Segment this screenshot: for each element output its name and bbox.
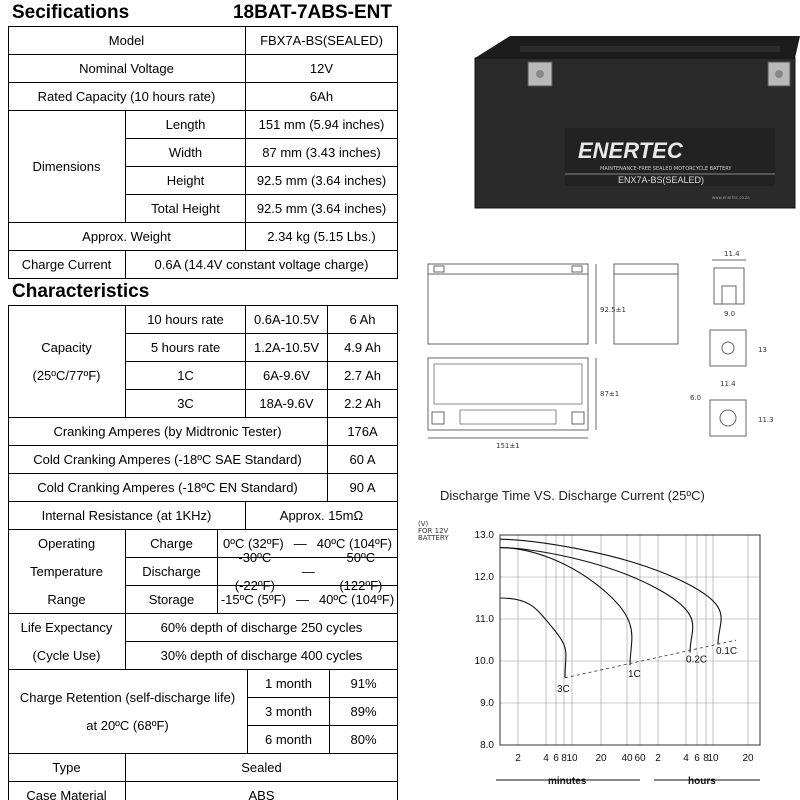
dim-11-4-bottom: 11.4 <box>720 380 736 388</box>
range-cell: 0.6A-10.5V <box>246 306 328 334</box>
capacity-result: 2.2 Ah <box>328 390 398 418</box>
top-view-label <box>460 410 556 424</box>
cca-sae-value: 60 A <box>328 446 398 474</box>
series-label: 0.1C <box>716 646 738 658</box>
case-label: Case Material <box>8 782 126 800</box>
capacity-label: Rated Capacity (10 hours rate) <box>8 83 246 111</box>
chart-title: Discharge Time VS. Discharge Current (25ºC) <box>440 488 705 503</box>
voltage-label: Nominal Voltage <box>8 55 246 83</box>
dim-length: 151±1 <box>496 442 520 450</box>
x-section-hours: hours <box>688 776 716 787</box>
y-label-line-3: BATTERY <box>418 534 449 542</box>
height-label: Height <box>126 167 246 195</box>
x-tick-label: 10 <box>566 753 578 764</box>
y-tick-label: 10.0 <box>474 656 494 667</box>
capacity-cell <box>8 306 126 418</box>
type-value: Sealed <box>126 754 398 782</box>
op-label-1: Operating <box>37 535 96 551</box>
type-label: Type <box>8 754 126 782</box>
operating-temp-cell <box>8 530 126 614</box>
y-tick-label: 11.0 <box>475 614 494 625</box>
op-dash: — <box>295 591 309 607</box>
life-label-2: (Cycle Use) <box>32 647 101 663</box>
x-section-minutes: minutes <box>548 776 587 787</box>
product-site: www.enertec.co.za <box>712 195 750 200</box>
op-low: -15ºC (5ºF) <box>220 591 286 607</box>
capacity-result: 6 Ah <box>328 306 398 334</box>
charge-current-value: 0.6A (14.4V constant voltage charge) <box>126 251 398 279</box>
op-high: 40ºC (104ºF) <box>318 591 395 607</box>
cca-en-value: 90 A <box>328 474 398 502</box>
rate-cell: 1C <box>126 362 246 390</box>
retention-label-2: at 20ºC (68ºF) <box>86 717 169 733</box>
range-cell: 18A-9.6V <box>246 390 328 418</box>
y-unit: (V) <box>418 520 429 528</box>
rate-cell: 3C <box>126 390 246 418</box>
length-value: 151 mm (5.94 inches) <box>246 111 398 139</box>
dim-13: 13 <box>758 346 767 354</box>
side-view-body <box>428 274 588 344</box>
series-curve-1C <box>500 548 632 666</box>
series-label: 0.2C <box>686 654 708 666</box>
total-height-value: 92.5 mm (3.64 inches) <box>246 195 398 223</box>
capacity-temp: (25ºC/77ºF) <box>32 367 101 383</box>
brand-logo: ENERTEC <box>578 138 683 163</box>
dim-width: 87±1 <box>600 390 620 398</box>
technical-drawing <box>400 240 800 460</box>
op-name: Charge <box>126 530 218 558</box>
characteristics-header <box>8 279 398 305</box>
x-tick-label: 2 <box>515 753 521 764</box>
capacity-heading: Capacity <box>41 339 92 355</box>
dim-6-0: 6.0 <box>690 394 702 402</box>
life-value-2: 30% depth of discharge 400 cycles <box>126 642 398 670</box>
charge-current-label: Charge Current <box>8 251 126 279</box>
height-value: 92.5 mm (3.64 inches) <box>246 167 398 195</box>
op-label-3: Range <box>47 591 86 607</box>
cutoff-dashed-line <box>565 640 736 681</box>
chart-grid <box>500 535 760 745</box>
op-range <box>218 586 398 614</box>
op-dash: — <box>293 535 307 551</box>
spec-header <box>8 0 398 26</box>
battery-lid <box>520 46 780 52</box>
plot-frame <box>500 535 760 745</box>
series-curve-0-2C <box>500 548 693 653</box>
chart-lines <box>500 539 737 695</box>
op-name: Storage <box>126 586 218 614</box>
width-label: Width <box>126 139 246 167</box>
case-value: ABS <box>126 782 398 800</box>
dim-9-0: 9.0 <box>724 310 736 318</box>
cranking-midtronic-value: 176A <box>328 418 398 446</box>
op-name: Discharge <box>126 558 218 586</box>
retention-period: 1 month <box>248 670 330 698</box>
terminal-bolt <box>536 70 544 78</box>
resistance-value: Approx. 15mΩ <box>246 502 398 530</box>
life-expectancy-cell <box>8 614 126 670</box>
op-label-2: Temperature <box>30 563 103 579</box>
retention-value: 89% <box>330 698 398 726</box>
total-height-label: Total Height <box>126 195 246 223</box>
life-value-1: 60% depth of discharge 250 cycles <box>126 614 398 642</box>
model-value: FBX7A-BS(SEALED) <box>246 27 398 55</box>
top-view-terminal <box>572 412 584 424</box>
x-tick-label: 6 <box>694 753 700 764</box>
product-model: ENX7A-BS(SEALED) <box>618 175 705 185</box>
capacity-result: 2.7 Ah <box>328 362 398 390</box>
retention-cell <box>8 670 248 754</box>
dim-height: 92.5±1 <box>600 306 626 314</box>
x-tick-label: 20 <box>742 753 754 764</box>
y-label-line-2: FOR 12V <box>418 527 449 535</box>
dim-11-4-top: 11.4 <box>724 250 740 258</box>
x-tick-label: 60 <box>634 753 646 764</box>
retention-label-1: Charge Retention (self-discharge life) <box>19 689 236 705</box>
y-tick-label: 9.0 <box>480 698 494 709</box>
end-view-top <box>614 264 678 274</box>
op-dash: — <box>301 563 315 579</box>
spec-title: Secifications <box>12 2 130 23</box>
top-view-panel <box>434 364 582 404</box>
y-tick-label: 8.0 <box>480 740 494 751</box>
x-tick-label: 40 <box>621 753 633 764</box>
op-high: 50ºC (122ºF) <box>339 549 383 593</box>
capacity-value: 6Ah <box>246 83 398 111</box>
weight-label: Approx. Weight <box>8 223 246 251</box>
rate-cell: 10 hours rate <box>126 306 246 334</box>
retention-period: 6 month <box>248 726 330 754</box>
cca-en-label: Cold Cranking Amperes (-18ºC EN Standard) <box>8 474 328 502</box>
op-range <box>218 549 398 593</box>
op-high: 40ºC (104ºF) <box>316 535 393 551</box>
y-tick-label: 13.0 <box>474 530 494 541</box>
product-tagline: MAINTENANCE-FREE SEALED MOTORCYCLE BATTERY <box>600 166 732 172</box>
x-tick-label: 4 <box>683 753 689 764</box>
x-tick-label: 10 <box>707 753 719 764</box>
x-tick-label: 8 <box>703 753 709 764</box>
x-tick-label: 20 <box>595 753 607 764</box>
battery-photo <box>400 0 800 240</box>
retention-value: 80% <box>330 726 398 754</box>
life-label-1: Life Expectancy <box>20 619 113 635</box>
right-panel <box>400 0 800 800</box>
y-tick-label: 12.0 <box>474 572 494 583</box>
length-label: Length <box>126 111 246 139</box>
characteristics-title: Characteristics <box>12 281 150 302</box>
side-view-top <box>428 264 588 274</box>
voltage-value: 12V <box>246 55 398 83</box>
model-label: Model <box>8 27 246 55</box>
model-code: 18BAT-7ABS-ENT <box>232 2 392 23</box>
terminal-hole <box>722 342 734 354</box>
top-view-body <box>428 358 588 430</box>
range-cell: 1.2A-10.5V <box>246 334 328 362</box>
terminal-hole <box>720 410 736 426</box>
top-view-terminal <box>432 412 444 424</box>
rate-cell: 5 hours rate <box>126 334 246 362</box>
spec-table <box>8 0 398 800</box>
capacity-result: 4.9 Ah <box>328 334 398 362</box>
op-low: 0ºC (32ºF) <box>222 535 284 551</box>
series-curve-0-1C <box>500 539 721 644</box>
series-label: 1C <box>628 669 641 681</box>
side-view-terminal <box>434 266 444 272</box>
terminal-detail-slot <box>722 286 736 304</box>
x-tick-label: 4 <box>543 753 549 764</box>
terminal-bolt <box>775 70 783 78</box>
weight-value: 2.34 kg (5.15 Lbs.) <box>246 223 398 251</box>
retention-value: 91% <box>330 670 398 698</box>
x-tick-label: 6 <box>553 753 559 764</box>
range-cell: 6A-9.6V <box>246 362 328 390</box>
discharge-chart <box>400 480 800 800</box>
dim-11-3: 11.3 <box>758 416 774 424</box>
width-value: 87 mm (3.43 inches) <box>246 139 398 167</box>
terminal-detail-front <box>710 330 746 366</box>
cca-sae-label: Cold Cranking Amperes (-18ºC SAE Standard) <box>8 446 328 474</box>
retention-period: 3 month <box>248 698 330 726</box>
dimensions-label: Dimensions <box>8 111 126 223</box>
resistance-label: Internal Resistance (at 1KHz) <box>8 502 246 530</box>
op-low: -30ºC (-22ºF) <box>234 549 275 593</box>
series-label: 3C <box>557 683 570 695</box>
x-tick-label: 2 <box>655 753 661 764</box>
x-tick-label: 8 <box>561 753 567 764</box>
terminal-detail-bottom <box>710 400 746 436</box>
cranking-midtronic-label: Cranking Amperes (by Midtronic Tester) <box>8 418 328 446</box>
side-view-terminal <box>572 266 582 272</box>
